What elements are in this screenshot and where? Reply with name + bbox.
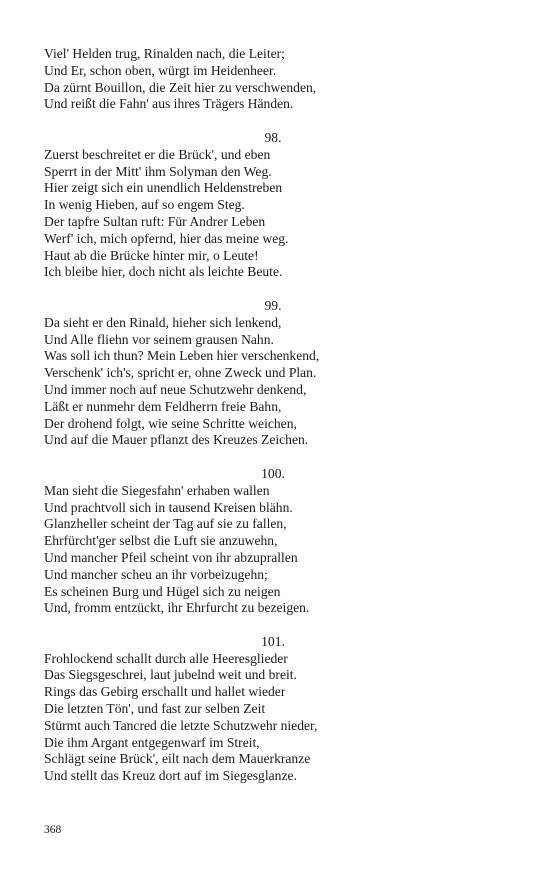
verse-line: Was soll ich thun? Mein Leben hier verschenkend, (44, 348, 320, 364)
verse-line: Der tapfre Sultan ruft: Für Andrer Leben (44, 213, 266, 229)
verse-line: Ich bleibe hier, doch nicht als leichte Beute. (44, 264, 283, 280)
verse-line: Haut ab die Brücke hinter mir, o Leute! (44, 247, 259, 263)
stanza (44, 298, 484, 449)
stanza-number: 99. (264, 297, 282, 313)
verse-line: Da zürnt Bouillon, die Zeit hier zu verschwenden, (44, 79, 317, 95)
stanza (44, 46, 484, 113)
verse-line: Zuerst beschreitet er die Brück', und eben (44, 146, 271, 162)
verse-line: Rings das Gebirg erschallt und hallet wieder (44, 684, 286, 700)
verse-line: Ehrfürcht'ger selbst die Luft sie anzuwehn, (44, 533, 278, 549)
stanza (44, 634, 484, 785)
verse-line: Die letzten Tön', und fast zur selben Zeit (44, 701, 266, 717)
verse-line: Glanzheller scheint der Tag auf sie zu fallen, (44, 516, 287, 532)
verse-line: Und Er, schon oben, würgt im Heidenheer. (44, 62, 277, 78)
stanza (44, 466, 484, 617)
verse-line: Und immer noch auf neue Schutzwehr denkend, (44, 381, 307, 397)
poem-text (44, 46, 484, 802)
verse-line: Hier zeigt sich ein unendlich Heldenstreben (44, 180, 283, 196)
verse-line: In wenig Hieben, auf so engem Steg. (44, 197, 245, 213)
verse-line: Viel' Helden trug, Rinalden nach, die Leiter; (44, 46, 285, 61)
verse-line: Werf' ich, mich opfernd, hier das meine weg. (44, 230, 289, 246)
verse-line: Und auf die Mauer pflanzt des Kreuzes Zeichen. (44, 432, 309, 448)
verse-line: Und reißt die Fahn' aus ihres Trägers Händen. (44, 96, 294, 112)
verse-line: Schlägt seine Brück', eilt nach dem Mauerkranze (44, 751, 311, 767)
verse-line: Und, fromm entzückt, ihr Ehrfurcht zu bezeigen. (44, 600, 310, 616)
stanza-number: 101. (261, 633, 285, 649)
verse-line: Der drohend folgt, wie seine Schritte weichen, (44, 415, 297, 431)
verse-line: Und stellt das Kreuz dort auf im Siegesglanze. (44, 768, 297, 784)
verse-line: Man sieht die Siegesfahn' erhaben wallen (44, 482, 270, 498)
verse-line: Das Siegsgeschrei, laut jubelnd weit und breit. (44, 667, 297, 683)
verse-line: Da sieht er den Rinald, hieher sich lenkend, (44, 314, 282, 330)
page-number: 368 (44, 824, 62, 836)
verse-line: Die ihm Argant entgegenwarf im Streit, (44, 734, 260, 750)
verse-line: Und prachtvoll sich in tausend Kreisen blähn. (44, 499, 293, 515)
verse-line: Verschenk' ich's, spricht er, ohne Zweck und Plan. (44, 365, 317, 381)
verse-line: Und Alle fliehn vor seinem grausen Nahn. (44, 331, 274, 347)
stanza (44, 130, 484, 281)
stanza-number: 100. (261, 465, 285, 481)
verse-line: Stürmt auch Tancred die letzte Schutzwehr nieder, (44, 717, 318, 733)
stanza-number: 98. (264, 129, 282, 145)
verse-line: Frohlockend schallt durch alle Heeresglieder (44, 650, 288, 666)
verse-line: Es scheinen Burg und Hügel sich zu neigen (44, 583, 281, 599)
verse-line: Sperrt in der Mitt' ihm Solyman den Weg. (44, 163, 272, 179)
verse-line: Und mancher Pfeil scheint von ihr abzuprallen (44, 549, 298, 565)
verse-line: Und mancher scheu an ihr vorbeizugehn; (44, 566, 268, 582)
verse-line: Läßt er nunmehr dem Feldherrn freie Bahn, (44, 398, 282, 414)
